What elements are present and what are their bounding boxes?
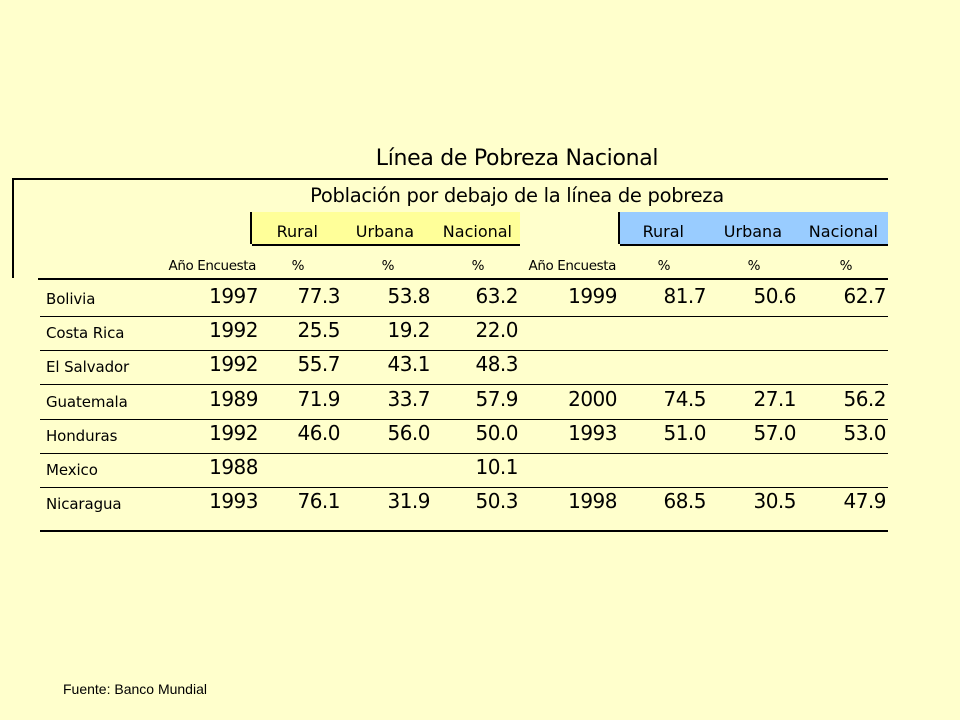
cell-n2: 53.0 xyxy=(843,420,886,445)
cell-y2: 1999 xyxy=(568,284,617,308)
group-header-divider-2 xyxy=(620,244,888,246)
group1-urbana-unit: % xyxy=(381,258,394,274)
cell-u2: 30.5 xyxy=(753,489,796,514)
cell-y1: 1997 xyxy=(209,284,258,308)
cell-r2: 81.7 xyxy=(663,284,706,308)
table-row xyxy=(0,387,960,421)
cell-n1: 63.2 xyxy=(475,284,518,308)
cell-n1: 50.0 xyxy=(475,420,518,445)
group2-year-header: Año Encuesta xyxy=(528,258,616,274)
cell-r1: 76.1 xyxy=(297,489,340,514)
cell-u1: 31.9 xyxy=(387,489,430,514)
cell-r2: 51.0 xyxy=(663,420,706,445)
row-divider xyxy=(40,350,888,351)
group-header-divider xyxy=(252,244,520,246)
cell-r1: 71.9 xyxy=(297,386,340,411)
group2-rural-header: Rural xyxy=(642,222,684,241)
cell-u2: 50.6 xyxy=(753,284,796,308)
table-title: Línea de Pobreza Nacional xyxy=(375,146,659,171)
row-divider xyxy=(40,316,888,317)
cell-n1: 57.9 xyxy=(475,386,518,411)
country-name: El Salvador xyxy=(46,358,130,377)
group2-nacional-unit: % xyxy=(839,258,852,274)
cell-y1: 1992 xyxy=(209,318,258,343)
cell-n1: 48.3 xyxy=(475,352,518,377)
country-name: Honduras xyxy=(46,426,118,445)
cell-y1: 1992 xyxy=(209,352,258,377)
country-name: Nicaragua xyxy=(46,495,122,514)
cell-r1: 77.3 xyxy=(297,284,340,308)
row-divider xyxy=(40,453,888,454)
group2-urbana-unit: % xyxy=(747,258,760,274)
country-name: Bolivia xyxy=(46,290,96,308)
group2-urbana-header: Urbana xyxy=(723,222,782,241)
cell-r2: 68.5 xyxy=(663,489,706,514)
table-row xyxy=(0,318,960,352)
group1-urbana-header: Urbana xyxy=(355,222,414,241)
table-row xyxy=(0,352,960,386)
group1-year-header: Año Encuesta xyxy=(168,258,256,274)
cell-n2: 62.7 xyxy=(843,284,886,308)
country-name: Guatemala xyxy=(46,392,128,411)
group2-rural-unit: % xyxy=(657,258,670,274)
country-name: Costa Rica xyxy=(46,324,125,343)
cell-r1: 25.5 xyxy=(297,318,340,343)
table-row xyxy=(0,421,960,455)
cell-u1: 19.2 xyxy=(387,318,430,343)
cell-u1: 56.0 xyxy=(387,420,430,445)
row-divider xyxy=(40,419,888,420)
row-divider xyxy=(40,384,888,385)
group1-rural-header: Rural xyxy=(276,222,318,241)
group2-band-divider xyxy=(618,212,620,244)
cell-u1: 33.7 xyxy=(387,386,430,411)
cell-n1: 50.3 xyxy=(475,489,518,514)
cell-y2: 1998 xyxy=(568,489,617,514)
subheader-divider xyxy=(38,278,888,280)
cell-n1: 22.0 xyxy=(475,318,518,343)
table-row xyxy=(0,489,960,523)
cell-y2: 2000 xyxy=(568,386,617,411)
country-name: Mexico xyxy=(46,461,98,479)
group2-nacional-header: Nacional xyxy=(808,222,878,241)
row-divider xyxy=(40,487,888,488)
source-note: Fuente: Banco Mundial xyxy=(63,681,207,697)
cell-r2: 74.5 xyxy=(663,386,706,411)
group1-nacional-unit: % xyxy=(471,258,484,274)
cell-u2: 57.0 xyxy=(753,420,796,445)
group1-band-divider xyxy=(250,212,252,244)
cell-n2: 56.2 xyxy=(843,386,886,411)
cell-y1: 1988 xyxy=(209,455,258,479)
cell-y1: 1993 xyxy=(209,489,258,514)
cell-n1: 10.1 xyxy=(475,455,518,479)
cell-y1: 1992 xyxy=(209,420,258,445)
cell-r1: 46.0 xyxy=(297,420,340,445)
table-row xyxy=(0,284,960,318)
cell-y2: 1993 xyxy=(568,420,617,445)
table-bottom-border xyxy=(40,530,888,532)
table-subtitle: Población por debajo de la línea de pobreza xyxy=(310,184,724,207)
cell-u1: 53.8 xyxy=(387,284,430,308)
cell-y1: 1989 xyxy=(209,386,258,411)
title-divider xyxy=(12,178,888,180)
cell-r1: 55.7 xyxy=(297,352,340,377)
group1-rural-unit: % xyxy=(291,258,304,274)
cell-n2: 47.9 xyxy=(843,489,886,514)
cell-u2: 27.1 xyxy=(753,386,796,411)
table-row xyxy=(0,455,960,489)
group1-nacional-header: Nacional xyxy=(442,222,512,241)
cell-u1: 43.1 xyxy=(387,352,430,377)
